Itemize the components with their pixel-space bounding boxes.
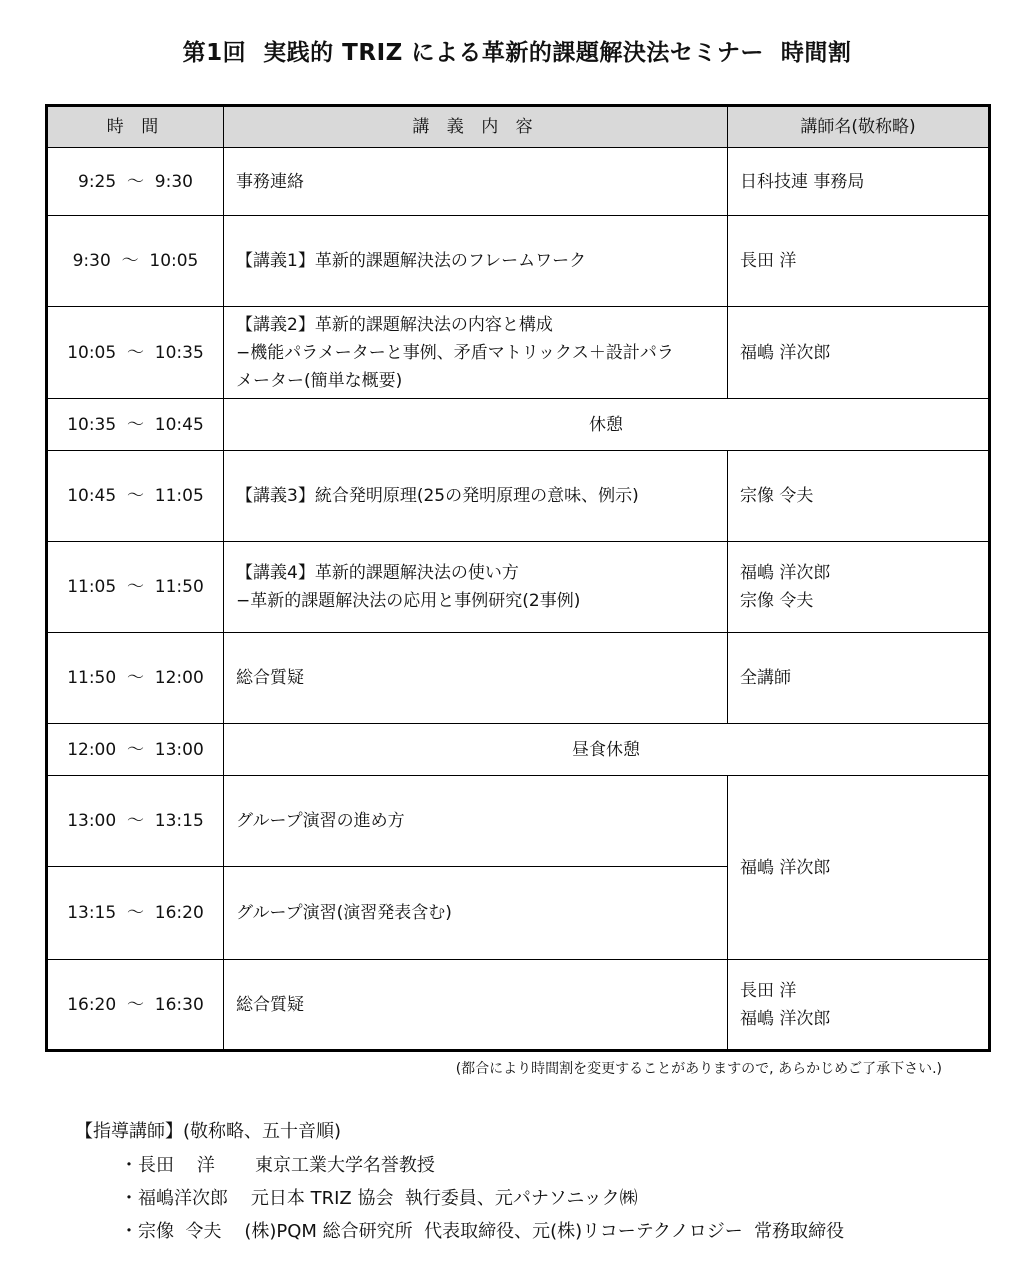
lecture-cell — [224, 307, 728, 399]
lecture-line: メーター(簡単な概要) — [236, 370, 403, 391]
schedule-table — [45, 104, 991, 1052]
lecture-cell — [224, 960, 728, 1051]
table-row — [47, 307, 990, 399]
time-cell: 9:30 ～ 10:05 — [47, 216, 224, 307]
time-cell: 10:05 ～ 10:35 — [47, 307, 224, 399]
lecture-line: −機能パラメーターと事例、矛盾マトリックス＋設計パラ — [236, 342, 674, 363]
lecture-cell — [224, 148, 728, 216]
break-label: 昼食休憩 — [224, 724, 990, 776]
lecture-cell — [224, 867, 728, 960]
lecture-cell — [224, 633, 728, 724]
lecture-cell — [224, 451, 728, 542]
page-title: 第1回 実践的 TRIZ による革新的課題解決法セミナー 時間割 — [182, 40, 852, 66]
table-row — [47, 216, 990, 307]
table-row — [47, 148, 990, 216]
instructor-name: 長田 洋 — [740, 251, 797, 271]
lecture-cell — [224, 542, 728, 633]
time-cell: 16:20 ～ 16:30 — [47, 960, 224, 1051]
instructor-name: 福嶋 洋次郎 — [740, 342, 831, 363]
instructor-section-heading: 【指導講師】(敬称略、五十音順) — [75, 1121, 342, 1142]
lecture-line: 【講義3】統合発明原理(25の発明原理の意味、例示) — [236, 486, 639, 506]
header-lecture: 講 義 内 容 — [224, 106, 728, 148]
table-row — [47, 542, 990, 633]
instructor-name: 宗像 令夫 — [740, 591, 814, 611]
lecture-line: 総合質疑 — [236, 668, 304, 688]
time-cell: 10:45 ～ 11:05 — [47, 451, 224, 542]
time-cell: 13:15 ～ 16:20 — [47, 867, 224, 960]
table-row — [47, 960, 990, 1051]
instructor-name: 宗像 令夫 — [740, 486, 814, 506]
instructor-entry: ・宗像 令夫 (株)PQM 総合研究所 代表取締役、元(株)リコーテクノロジー 常務取締役 — [120, 1221, 845, 1242]
instructor-section — [75, 1118, 844, 1251]
instructor-name: 日科技連 事務局 — [740, 171, 865, 192]
instructor-cell — [728, 307, 990, 399]
break-row — [47, 724, 990, 776]
lecture-line: 【講義1】革新的課題解決法のフレームワーク — [236, 251, 587, 271]
instructor-cell — [728, 633, 990, 724]
lecture-line: グループ演習(演習発表含む) — [236, 903, 452, 923]
lecture-line: 【講義2】革新的課題解決法の内容と構成 — [236, 314, 553, 335]
time-cell: 13:00 ～ 13:15 — [47, 776, 224, 867]
time-cell: 12:00 ～ 13:00 — [47, 724, 224, 776]
table-header-row — [47, 106, 990, 148]
schedule-note: (都合により時間割を変更することがありますので, あらかじめご了承下さい.) — [455, 1061, 942, 1077]
instructor-name: 全講師 — [740, 668, 791, 688]
header-instructor: 講師名(敬称略) — [728, 106, 990, 148]
instructor-cell — [728, 148, 990, 216]
instructor-name: 福嶋 洋次郎 — [740, 563, 831, 583]
time-cell: 9:25 ～ 9:30 — [47, 148, 224, 216]
lecture-line: グループ演習の進め方 — [236, 811, 405, 831]
lecture-line: 【講義4】革新的課題解決法の使い方 — [236, 563, 519, 583]
instructor-name: 長田 洋 — [740, 980, 797, 1001]
lecture-line: 事務連絡 — [236, 171, 304, 192]
time-cell: 10:35 ～ 10:45 — [47, 399, 224, 451]
lecture-cell — [224, 216, 728, 307]
instructor-cell — [728, 216, 990, 307]
table-row — [47, 451, 990, 542]
instructor-entry: ・長田 洋 東京工業大学名誉教授 — [120, 1155, 435, 1176]
time-cell: 11:05 ～ 11:50 — [47, 542, 224, 633]
time-cell: 11:50 ～ 12:00 — [47, 633, 224, 724]
lecture-line: −革新的課題解決法の応用と事例研究(2事例) — [236, 591, 581, 611]
instructor-name: 福嶋 洋次郎 — [740, 857, 831, 878]
instructor-cell — [728, 776, 990, 960]
table-row — [47, 633, 990, 724]
lecture-cell — [224, 776, 728, 867]
lecture-line: 総合質疑 — [236, 994, 304, 1015]
instructor-cell — [728, 960, 990, 1051]
break-label: 休憩 — [224, 399, 990, 451]
instructor-entry: ・福嶋洋次郎 元日本 TRIZ 協会 執行委員、元パナソニック㈱ — [120, 1188, 638, 1209]
break-row — [47, 399, 990, 451]
header-time: 時 間 — [47, 106, 224, 148]
instructor-cell — [728, 451, 990, 542]
instructor-cell — [728, 542, 990, 633]
instructor-name: 福嶋 洋次郎 — [740, 1008, 831, 1029]
table-row — [47, 776, 990, 867]
